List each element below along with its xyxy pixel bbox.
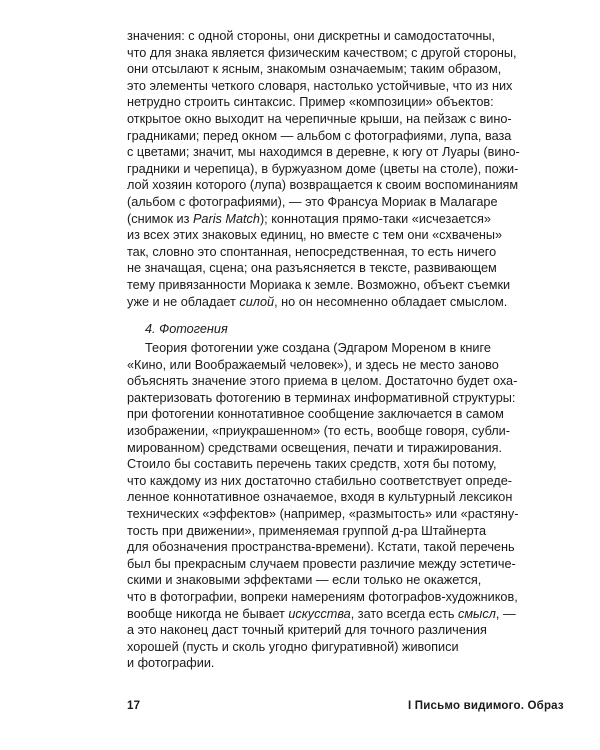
text-line: а это наконец даст точный критерий для точного различения [127,623,487,638]
text-line: так, словно это спонтанная, непосредственная, то есть ничего [127,244,497,259]
text-fragment: , но он несомненно обладает смыслом. [274,294,508,309]
text-line: технических «эффектов» (например, «размытость» или «растяну- [127,506,519,521]
text-line: лой хозяин которого (лупа) возвращается к своим воспоминаниям [127,178,519,193]
text-line: что каждому из них достаточно стабильно соответствует опреде- [127,473,512,488]
text-line: ленное коннотативное означаемое, входя в культурный лексикон [127,490,513,505]
text-line: нетрудно строить синтаксис. Пример «композиции» объектов: [127,95,494,110]
text-line: значения: с одной стороны, они дискретны и самодостаточны, [127,29,496,43]
text-line: что для знака является физическим качеством; с другой стороны, [127,45,517,60]
text-line [127,211,552,228]
text-line: тему привязанности Мориака к земле. Возможно, объект съемки [127,277,511,292]
text-line: открытое окно выходит на черепичные крыши, на пейзаж с вино- [127,111,512,126]
text-line: и фотографии. [127,656,215,671]
text-line: мированном) средствами освещения, печати и тиражирования. [127,440,503,455]
text-line: градниками; перед окном — альбом с фотографиями, лупа, ваза [127,128,512,143]
text-line: не значащая, сцена; она разъясняется в тексте, развивающем [127,261,497,276]
text-line: был бы прекрасным случаем провести различие между эстетиче- [127,556,516,571]
page-number: 17 [127,700,141,712]
emphasis-text: Paris Match [192,211,260,226]
text-fragment: (снимок из [127,211,193,226]
text-line: для обозначения пространства-времени). Кстати, такой перечень [127,540,515,555]
text-fragment: ); коннотация прямо-таки «исчезается» [259,211,491,226]
text-line: скими и знаковыми эффектами — если только не окажется, [127,573,482,588]
text-line: хорошей (пусть и сколь угодно фигуративной) живописи [127,639,459,654]
paragraph-1 [127,28,552,310]
text-line: при фотогении коннотативное сообщение заключается в самом [127,407,504,422]
text-line: (альбом с фотографиями), — это Франсуа Мориак в Малагаре [127,194,498,209]
text-fragment: вообще никогда не бывает [127,606,289,621]
paragraph-2 [127,340,552,672]
text-line: они отсылают к ясным, знакомым означаемым; таким образом, [127,62,502,77]
text-line: это элементы четкого словаря, настолько устойчивые, что из них [127,78,513,93]
text-line: рактеризовать фотогению в терминах информативной структуры: [127,390,516,405]
emphasis-text: смысл [458,606,496,621]
text-line [127,606,552,623]
text-line [127,294,552,311]
text-fragment: , — [495,606,516,621]
text-line: изображении, «приукрашенном» (то есть, вообще говоря, субли- [127,423,510,438]
text-line: объяснять значение этого приема в целом. Достаточно будет оха- [127,374,518,389]
text-line: Стоило бы составить перечень таких средств, хотя бы потому, [127,457,497,472]
text-line: Теория фотогении уже создана (Эдгаром Мореном в книге [145,341,491,355]
text-line: тость при движении», применяемая группой д-ра Штайнерта [127,523,487,538]
emphasis-text: искусства [288,606,351,621]
text-line: градники и черепица), в буржуазном доме (цветы на столе), пожи- [127,161,519,176]
text-line: из всех этих знаковых единиц, но вместе с тем они «схвачены» [127,228,503,243]
emphasis-text: силой [239,294,275,309]
section-heading: 4. Фотогения [145,322,228,336]
text-line: «Кино, или Воображаемый человек»), и здесь не место заново [127,357,499,372]
running-title: I Письмо видимого. Образ [408,700,564,712]
text-fragment: уже и не обладает [127,294,240,309]
text-fragment: , зато всегда есть [350,606,459,621]
text-line: что в фотографии, вопреки намерениям фотографов-художников, [127,589,518,604]
text-line: с цветами; значит, мы находимся в деревне, к югу от Луары (вино- [127,145,520,160]
